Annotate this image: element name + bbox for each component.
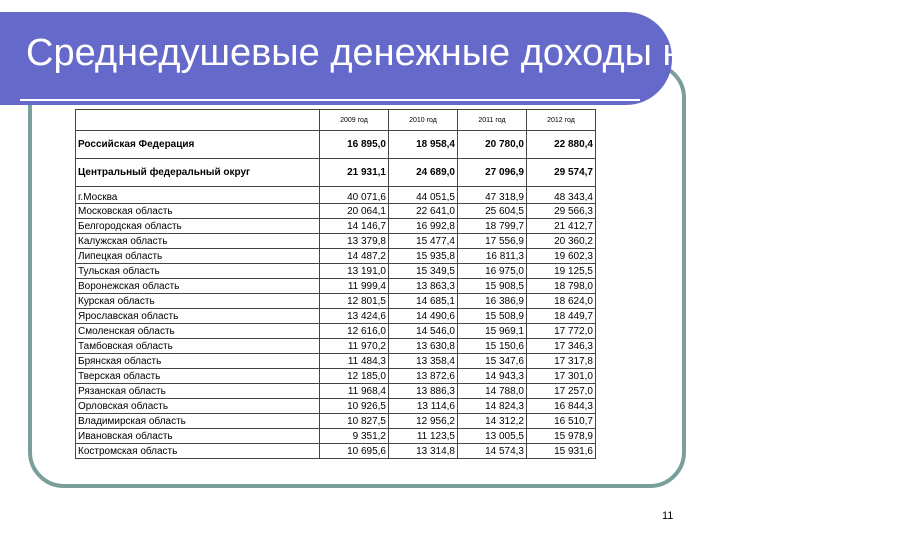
income-value-cell: 15 935,8 (389, 249, 458, 264)
income-value-cell: 15 978,9 (527, 429, 596, 444)
header-cell-2009: 2009 год (320, 110, 389, 131)
income-value-cell: 13 872,6 (389, 369, 458, 384)
income-value-cell: 14 788,0 (458, 384, 527, 399)
region-name-cell: Липецкая область (76, 249, 320, 264)
table-row (76, 444, 596, 459)
income-value-cell: 44 051,5 (389, 187, 458, 204)
income-value-cell: 10 926,5 (320, 399, 389, 414)
income-value-cell: 15 969,1 (458, 324, 527, 339)
title-clip (0, 0, 914, 105)
region-name-cell: Белгородская область (76, 219, 320, 234)
income-value-cell: 18 958,4 (389, 131, 458, 159)
region-name-cell: Тамбовская область (76, 339, 320, 354)
region-name-cell: Калужская область (76, 234, 320, 249)
income-value-cell: 15 150,6 (458, 339, 527, 354)
income-value-cell: 14 312,2 (458, 414, 527, 429)
income-value-cell: 15 347,6 (458, 354, 527, 369)
income-value-cell: 12 616,0 (320, 324, 389, 339)
table-row (76, 399, 596, 414)
income-value-cell: 18 449,7 (527, 309, 596, 324)
income-value-cell: 16 895,0 (320, 131, 389, 159)
region-name-cell: Орловская область (76, 399, 320, 414)
income-value-cell: 22 880,4 (527, 131, 596, 159)
table-row (76, 279, 596, 294)
region-name-cell: Воронежская область (76, 279, 320, 294)
income-value-cell: 16 510,7 (527, 414, 596, 429)
income-value-cell: 17 317,8 (527, 354, 596, 369)
income-value-cell: 12 956,2 (389, 414, 458, 429)
table-row (76, 309, 596, 324)
income-value-cell: 17 257,0 (527, 384, 596, 399)
table-row (76, 131, 596, 159)
table-row (76, 219, 596, 234)
region-name-cell: Центральный федеральный округ (76, 159, 320, 187)
income-value-cell: 13 191,0 (320, 264, 389, 279)
table-row (76, 294, 596, 309)
income-value-cell: 14 546,0 (389, 324, 458, 339)
income-value-cell: 13 886,3 (389, 384, 458, 399)
income-value-cell: 20 780,0 (458, 131, 527, 159)
region-name-cell: Ярославская область (76, 309, 320, 324)
income-value-cell: 12 801,5 (320, 294, 389, 309)
income-value-cell: 13 314,8 (389, 444, 458, 459)
income-value-cell: 14 487,2 (320, 249, 389, 264)
income-value-cell: 11 484,3 (320, 354, 389, 369)
income-value-cell: 11 968,4 (320, 384, 389, 399)
region-name-cell: Московская область (76, 204, 320, 219)
region-name-cell: Тульская область (76, 264, 320, 279)
income-value-cell: 16 992,8 (389, 219, 458, 234)
slide-title: Среднедушевые денежные доходы населения РФ (26, 32, 914, 74)
banner-underline (20, 99, 640, 101)
region-name-cell: Костромская область (76, 444, 320, 459)
income-value-cell: 14 824,3 (458, 399, 527, 414)
income-value-cell: 16 975,0 (458, 264, 527, 279)
income-value-cell: 13 863,3 (389, 279, 458, 294)
income-value-cell: 13 424,6 (320, 309, 389, 324)
region-name-cell: Ивановская область (76, 429, 320, 444)
income-value-cell: 40 071,6 (320, 187, 389, 204)
income-value-cell: 17 301,0 (527, 369, 596, 384)
income-value-cell: 47 318,9 (458, 187, 527, 204)
region-name-cell: Владимирская область (76, 414, 320, 429)
income-value-cell: 14 490,6 (389, 309, 458, 324)
region-name-cell: Брянская область (76, 354, 320, 369)
income-value-cell: 14 685,1 (389, 294, 458, 309)
region-name-cell: г.Москва (76, 187, 320, 204)
table-row (76, 159, 596, 187)
income-value-cell: 15 931,6 (527, 444, 596, 459)
table-row (76, 354, 596, 369)
income-value-cell: 21 412,7 (527, 219, 596, 234)
header-cell-region (76, 110, 320, 131)
income-value-cell: 10 695,6 (320, 444, 389, 459)
header-cell-2010: 2010 год (389, 110, 458, 131)
income-value-cell: 13 379,8 (320, 234, 389, 249)
table-row (76, 429, 596, 444)
income-value-cell: 13 358,4 (389, 354, 458, 369)
region-name-cell: Смоленская область (76, 324, 320, 339)
region-name-cell: Рязанская область (76, 384, 320, 399)
income-value-cell: 20 360,2 (527, 234, 596, 249)
income-value-cell: 14 943,3 (458, 369, 527, 384)
income-value-cell: 48 343,4 (527, 187, 596, 204)
income-value-cell: 16 386,9 (458, 294, 527, 309)
income-value-cell: 15 349,5 (389, 264, 458, 279)
income-table-container (75, 109, 595, 459)
table-row (76, 187, 596, 204)
income-value-cell: 17 346,3 (527, 339, 596, 354)
income-value-cell: 16 844,3 (527, 399, 596, 414)
income-value-cell: 29 574,7 (527, 159, 596, 187)
income-value-cell: 13 005,5 (458, 429, 527, 444)
table-row (76, 384, 596, 399)
income-value-cell: 15 908,5 (458, 279, 527, 294)
income-value-cell: 18 798,0 (527, 279, 596, 294)
region-name-cell: Российская Федерация (76, 131, 320, 159)
income-value-cell: 24 689,0 (389, 159, 458, 187)
income-value-cell: 11 970,2 (320, 339, 389, 354)
income-value-cell: 29 566,3 (527, 204, 596, 219)
income-value-cell: 19 602,3 (527, 249, 596, 264)
income-value-cell: 16 811,3 (458, 249, 527, 264)
header-cell-2012: 2012 год (527, 110, 596, 131)
income-value-cell: 27 096,9 (458, 159, 527, 187)
income-value-cell: 14 574,3 (458, 444, 527, 459)
income-value-cell: 12 185,0 (320, 369, 389, 384)
table-row (76, 369, 596, 384)
page-number: 11 (662, 510, 674, 522)
table-row (76, 234, 596, 249)
income-value-cell: 17 772,0 (527, 324, 596, 339)
table-row (76, 414, 596, 429)
region-name-cell: Тверская область (76, 369, 320, 384)
table-row (76, 249, 596, 264)
income-value-cell: 13 630,8 (389, 339, 458, 354)
table-body (76, 131, 596, 459)
income-value-cell: 15 477,4 (389, 234, 458, 249)
income-value-cell: 21 931,1 (320, 159, 389, 187)
table-row (76, 264, 596, 279)
income-value-cell: 20 064,1 (320, 204, 389, 219)
income-value-cell: 11 123,5 (389, 429, 458, 444)
income-value-cell: 17 556,9 (458, 234, 527, 249)
region-name-cell: Курская область (76, 294, 320, 309)
income-value-cell: 15 508,9 (458, 309, 527, 324)
income-value-cell: 18 624,0 (527, 294, 596, 309)
table-header-row (76, 110, 596, 131)
header-cell-2011: 2011 год (458, 110, 527, 131)
table-row (76, 204, 596, 219)
table-row (76, 324, 596, 339)
income-value-cell: 25 604,5 (458, 204, 527, 219)
income-value-cell: 13 114,6 (389, 399, 458, 414)
income-value-cell: 18 799,7 (458, 219, 527, 234)
income-value-cell: 19 125,5 (527, 264, 596, 279)
income-table (75, 109, 596, 459)
income-value-cell: 10 827,5 (320, 414, 389, 429)
income-value-cell: 22 641,0 (389, 204, 458, 219)
income-value-cell: 11 999,4 (320, 279, 389, 294)
table-row (76, 339, 596, 354)
income-value-cell: 9 351,2 (320, 429, 389, 444)
income-value-cell: 14 146,7 (320, 219, 389, 234)
